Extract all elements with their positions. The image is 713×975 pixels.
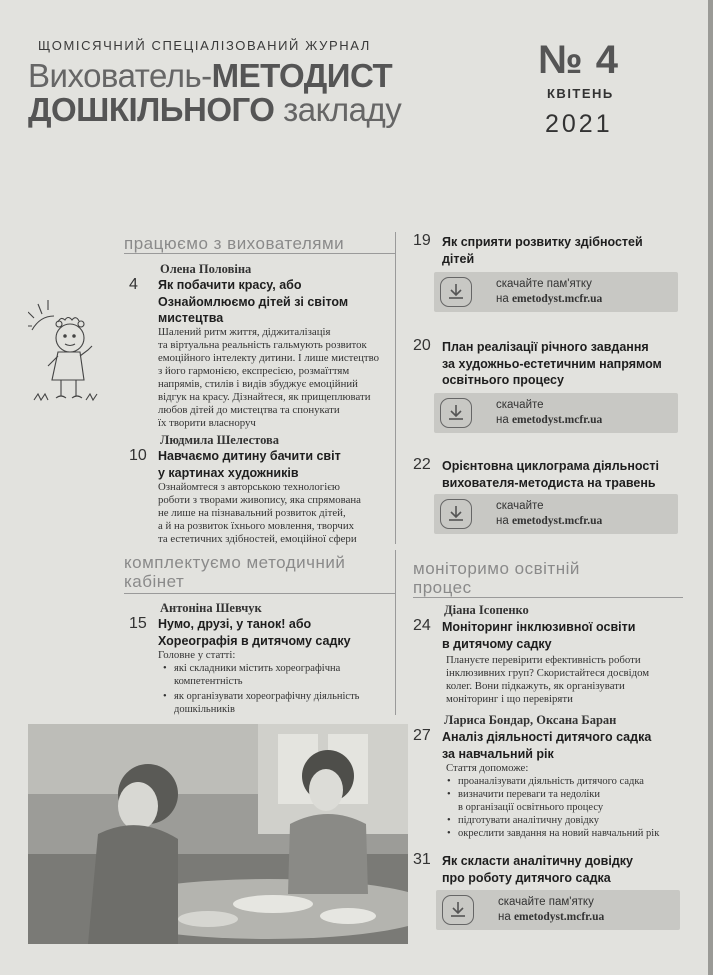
page-number: 27 — [413, 727, 431, 744]
journal-kicker: ЩОМІСЯЧНИЙ СПЕЦІАЛІЗОВАНИЙ ЖУРНАЛ — [38, 38, 371, 53]
issue-month: КВІТЕНЬ — [547, 86, 614, 101]
list-item: • проаналізувати діяльність дитячого садка — [444, 775, 659, 788]
article-title[interactable]: Орієнтовна циклограма діяльності вихователя-методиста на травень — [442, 459, 659, 490]
page-number: 24 — [413, 617, 431, 634]
page-number: 31 — [413, 851, 431, 868]
section-heading-cabinet: комплектуємо методичний кабінет — [124, 553, 346, 591]
download-label: скачайте пам'ятку на emetodyst.mcfr.ua — [496, 278, 603, 305]
article-bullets — [444, 775, 659, 840]
issue-number: № 4 — [538, 38, 619, 82]
download-tray-icon — [440, 499, 472, 529]
site-link: emetodyst.mcfr.ua — [513, 911, 605, 923]
list-item: • визначити переваги та недоліки в організації освітнього процесу — [444, 788, 659, 814]
page-number: 19 — [413, 232, 431, 249]
site-link: emetodyst.mcfr.ua — [511, 293, 603, 305]
page-number: 10 — [129, 447, 147, 464]
download-button[interactable] — [434, 494, 678, 534]
download-tray-icon — [442, 895, 474, 925]
page-number: 15 — [129, 615, 147, 632]
page-number: 4 — [129, 276, 138, 293]
download-tray-icon — [440, 398, 472, 428]
journal-title-bold: МЕТОДИСТ — [211, 57, 393, 94]
journal-title-light: Вихователь- — [28, 57, 212, 94]
page-number: 22 — [413, 456, 431, 473]
article-description: Ознайомтеся з авторською технологією роботи з творами живопису, яка спрямована не лише на пізнавальний розвиток дітей, а й на розвиток їхнього мовлення, творчих та естетичних здібностей, емоційної сфери — [158, 481, 361, 545]
download-button[interactable] — [436, 890, 680, 930]
page-edge — [708, 0, 713, 975]
section-heading-monitoring: моніторимо освітній процес — [413, 559, 580, 597]
article-title[interactable]: Аналіз діяльності дитячого садка за навчальний рік — [442, 730, 652, 761]
list-item: • як організувати хореографічну діяльність дошкільників — [160, 690, 359, 716]
site-link: emetodyst.mcfr.ua — [511, 515, 603, 527]
list-item: • окреслити завдання на новий навчальний рік — [444, 827, 659, 840]
download-button[interactable] — [434, 393, 678, 433]
article-lead: Головне у статті: — [158, 649, 236, 661]
article-title[interactable]: Як скласти аналітичну довідку про роботу дитячого садка — [442, 854, 633, 885]
section-underline — [124, 593, 396, 594]
article-title[interactable]: Як сприяти розвитку здібностей дітей — [442, 235, 643, 266]
article-description: Шалений ритм життя, діджиталізація та віртуальна реальність гальмують розвиток емоційного інтелекту дитини. І лише мистецтво з його гармонією, експресією, розмаїттям напрямів, стилів і видів збуджує емоційний відгук на красу. Дізнайтеся, як прищеплювати любов дітей до мистецтва та спонукати їх творити власноруч — [158, 326, 380, 429]
article-title[interactable]: Як побачити красу, або Ознайомлюємо дітей зі світом мистецтва — [158, 278, 349, 325]
list-item: • які складники містить хореографічна компетентність — [160, 662, 359, 688]
section-heading-educators: працюємо з вихователями — [124, 234, 345, 253]
article-lead: Стаття допоможе: — [446, 762, 529, 774]
download-tray-icon — [440, 277, 472, 307]
section-underline — [124, 253, 396, 254]
article-author: Людмила Шелестова — [160, 433, 280, 447]
article-description: Плануєте перевірити ефективність роботи інклюзивних груп? Скористайтеся досвідом колег. Вони підкажуть, як організувати моніторинг і що перевіряти — [446, 654, 650, 705]
issue-year: 2021 — [545, 110, 613, 138]
children-at-table-photo — [28, 724, 408, 944]
journal-title-line2 — [28, 92, 401, 128]
column-divider — [395, 232, 396, 544]
article-author: Діана Ісопенко — [444, 603, 529, 617]
article-title[interactable]: Нумо, друзі, у танок! або Хореографія в дитячому садку — [158, 617, 351, 648]
page-number: 20 — [413, 337, 431, 354]
journal-title-bold-2: ДОШКІЛЬНОГО — [28, 91, 275, 128]
child-drawing-illustration — [28, 300, 108, 415]
section-underline — [413, 597, 683, 598]
article-author: Антоніна Шевчук — [160, 601, 262, 615]
download-button[interactable] — [434, 272, 678, 312]
download-label: скачайте на emetodyst.mcfr.ua — [496, 500, 603, 527]
site-link: emetodyst.mcfr.ua — [511, 414, 603, 426]
article-author: Лариса Бондар, Оксана Баран — [444, 713, 617, 727]
list-item: • підготувати аналітичну довідку — [444, 814, 659, 827]
journal-title-line1 — [28, 58, 392, 94]
download-label: скачайте пам'ятку на emetodyst.mcfr.ua — [498, 896, 605, 923]
article-bullets — [160, 662, 359, 716]
download-label: скачайте на emetodyst.mcfr.ua — [496, 399, 603, 426]
article-author: Олена Половіна — [160, 262, 252, 276]
article-title[interactable]: Моніторинг інклюзивної освіти в дитячому садку — [442, 620, 636, 651]
article-title[interactable]: План реалізації річного завдання за художньо-естетичним напрямом освітнього процесу — [442, 340, 662, 387]
journal-title-light-2: закладу — [274, 91, 402, 128]
article-title[interactable]: Навчаємо дитину бачити світ у картинах художників — [158, 449, 341, 480]
column-divider — [395, 550, 396, 715]
